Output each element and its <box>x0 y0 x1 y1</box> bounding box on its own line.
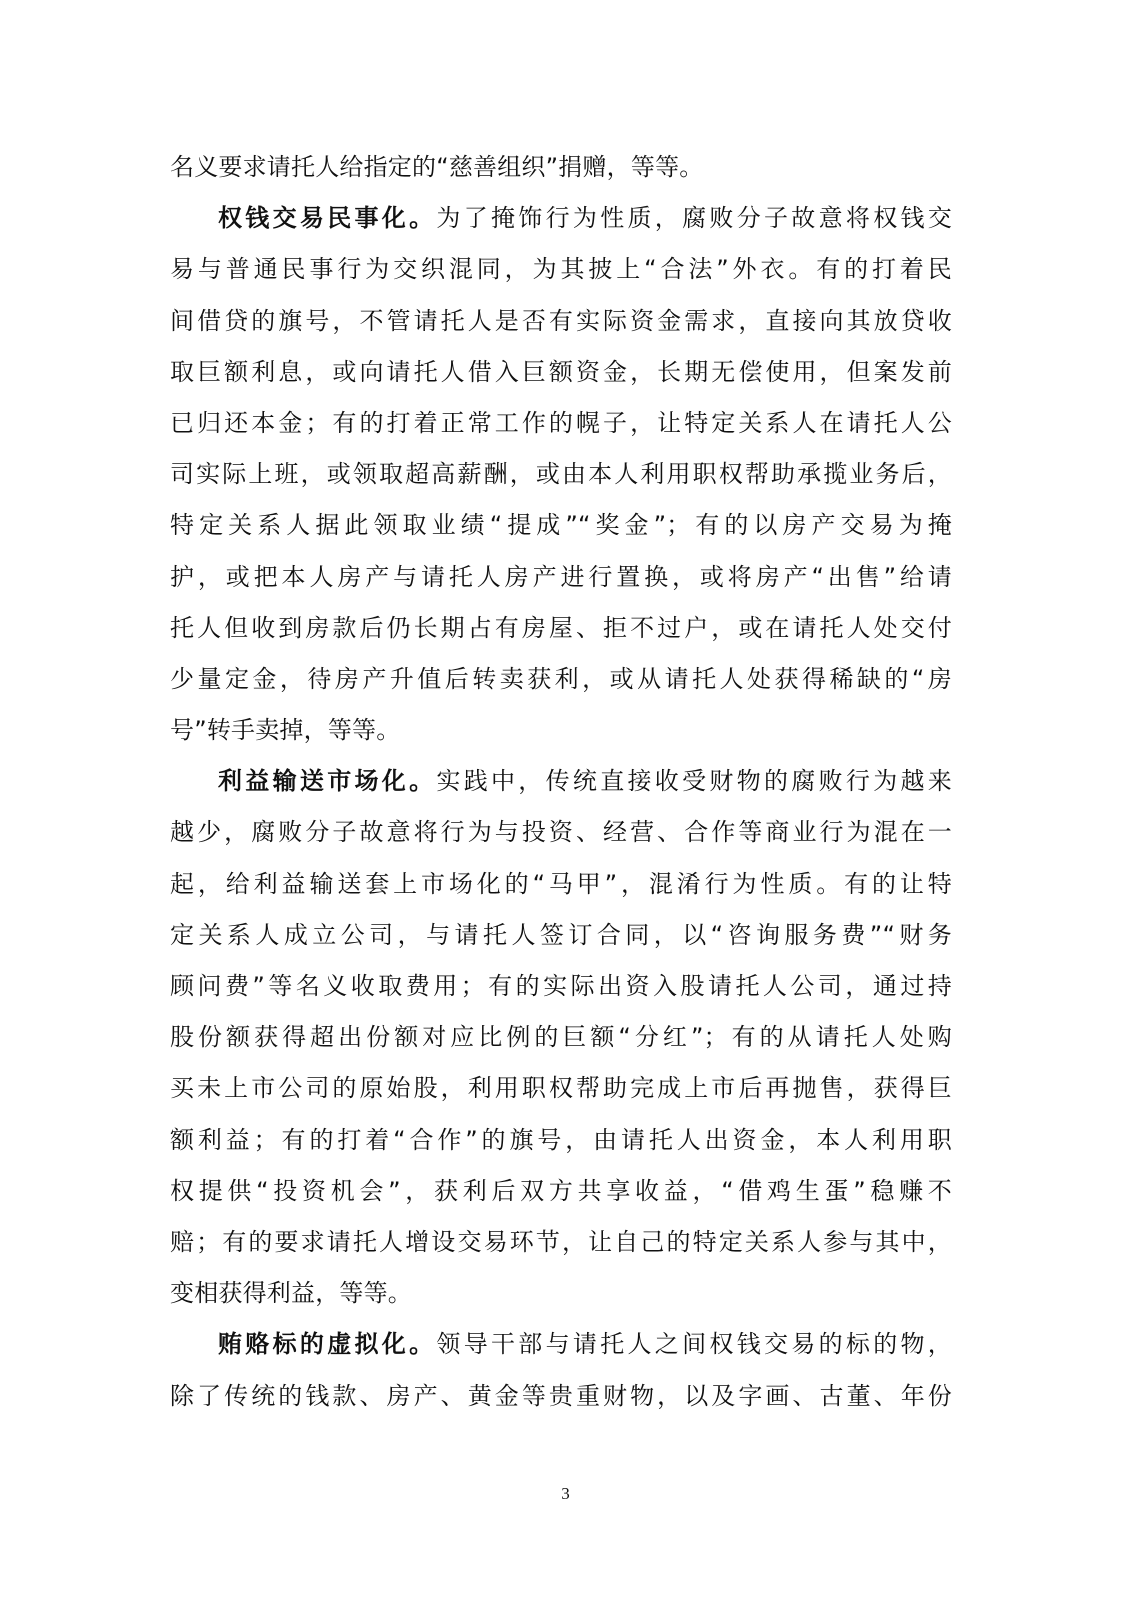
text-line: 顾问费”等名义收取费用；有的实际出资入股请托人公司，通过持 <box>170 972 952 1000</box>
text-line: 定关系人成立公司，与请托人签订合同，以“咨询服务费”“财务 <box>170 920 952 949</box>
text-line: 少量定金，待房产升值后转卖获利，或从请托人处获得稀缺的“房 <box>170 664 952 693</box>
paragraph-heading: 贿赂标的虚拟化。 <box>218 1330 437 1359</box>
paragraph-text: 领导干部与请托人之间权钱交易的标的物， <box>436 1330 952 1359</box>
paragraph-text: 为了掩饰行为性质，腐败分子故意将权钱交 <box>436 204 952 233</box>
text-line: 已归还本金；有的打着正常工作的幌子，让特定关系人在请托人公 <box>170 408 952 437</box>
text-line: 号”转手卖掉，等等。 <box>170 716 401 745</box>
text-line <box>170 1319 952 1370</box>
text-line: 取巨额利息，或向请托人借入巨额资金，长期无偿使用，但案发前 <box>170 357 952 386</box>
text-line: 赔；有的要求请托人增设交易环节，让自己的特定关系人参与其中， <box>170 1227 952 1256</box>
text-line: 股份额获得超出份额对应比例的巨额“分红”；有的从请托人处购 <box>170 1023 952 1052</box>
text-line: 护，或把本人房产与请托人房产进行置换，或将房产“出售”给请 <box>170 562 952 591</box>
text-line: 越少，腐败分子故意将行为与投资、经营、合作等商业行为混在一 <box>170 818 952 847</box>
text-line: 买未上市公司的原始股，利用职权帮助完成上市后再抛售，获得巨 <box>170 1074 952 1103</box>
text-line: 变相获得利益，等等。 <box>170 1279 412 1308</box>
text-line: 司实际上班，或领取超高薪酬，或由本人利用职权帮助承揽业务后， <box>170 460 952 489</box>
text-line: 起，给利益输送套上市场化的“马甲”，混淆行为性质。有的让特 <box>170 869 952 898</box>
text-line: 名义要求请托人给指定的“慈善组织”捐赠，等等。 <box>170 153 704 181</box>
paragraph-heading: 利益输送市场化。 <box>218 767 437 796</box>
body-text <box>170 142 952 1422</box>
text-line: 间借贷的旗号，不管请托人是否有实际资金需求，直接向其放贷收 <box>170 306 952 335</box>
text-line <box>170 756 952 807</box>
page-number: 3 <box>561 1484 570 1503</box>
text-line: 除了传统的钱款、房产、黄金等贵重财物，以及字画、古董、年份 <box>170 1381 952 1410</box>
text-line: 特定关系人据此领取业绩“提成”“奖金”；有的以房产交易为掩 <box>170 511 952 540</box>
text-line: 额利益；有的打着“合作”的旗号，由请托人出资金，本人利用职 <box>170 1125 952 1154</box>
text-line: 权提供“投资机会”，获利后双方共享收益，“借鸡生蛋”稳赚不 <box>170 1176 952 1205</box>
paragraph-text: 实践中，传统直接收受财物的腐败行为越来 <box>436 767 952 796</box>
text-line: 托人但收到房款后仍长期占有房屋、拒不过户，或在请托人处交付 <box>170 613 952 642</box>
text-line <box>170 193 952 244</box>
text-line: 易与普通民事行为交织混同，为其披上“合法”外衣。有的打着民 <box>170 255 952 284</box>
paragraph-heading: 权钱交易民事化。 <box>218 204 437 233</box>
